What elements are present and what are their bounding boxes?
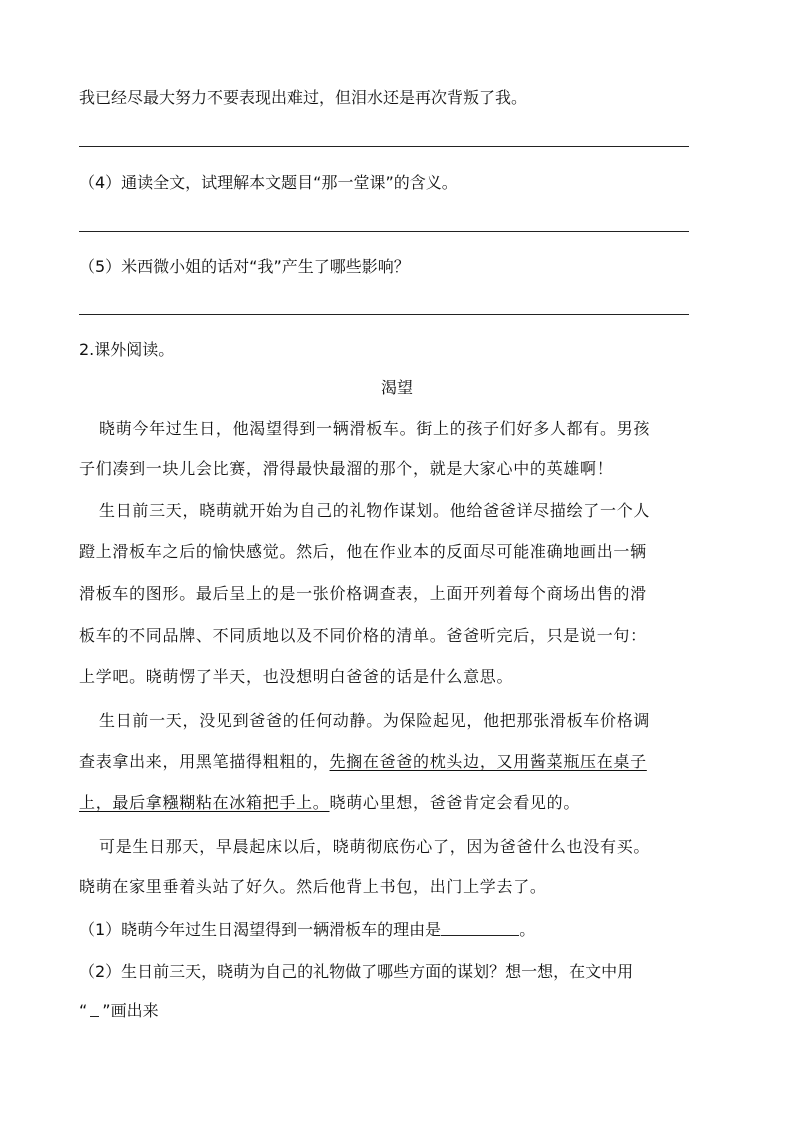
answer-line-q4[interactable] [79, 231, 689, 232]
para3-line3-plain: 晓萌心里想，爸爸肯定会看见的。 [329, 793, 581, 812]
para3-line2 [79, 752, 647, 772]
para3-underlined-part1: 先搁在爸爸的枕头边，又用酱菜瓶压在桌子 [329, 752, 647, 771]
sub-question-2-line1: （2）生日前三天，晓萌为自己的礼物做了哪些方面的谋划？想一想，在文中用 [79, 962, 634, 981]
sub-question-1-end: 。 [519, 920, 536, 939]
para2-line4: 板车的不同品牌、不同质地以及不同价格的清单。爸爸听完后，只是说一句： [79, 626, 647, 645]
para4-line1: 可是生日那天，早晨起床以后，晓萌彻底伤心了，因为爸爸什么也没有买。 [99, 837, 651, 856]
answer-line-q5[interactable] [79, 314, 689, 315]
question-4: （4）通读全文，试理解本文题目“那一堂课”的含义。 [79, 173, 458, 192]
para3-line3 [79, 793, 580, 813]
section-2-heading: 2.课外阅读。 [79, 340, 175, 359]
para2-line5: 上学吧。晓萌愣了半天，也没想明白爸爸的话是什么意思。 [79, 667, 514, 686]
top-sentence: 我已经尽最大努力不要表现出难过，但泪水还是再次背叛了我。 [79, 88, 528, 107]
sub-question-1-blank[interactable] [441, 919, 519, 936]
sub-question-1-text: （1）晓萌今年过生日渴望得到一辆滑板车的理由是 [79, 920, 442, 939]
para1-line2: 子们凑到一块儿会比赛，滑得最快最溜的那个，就是大家心中的英雄啊！ [79, 459, 614, 478]
answer-line-q3[interactable] [79, 146, 689, 147]
quote-open: “ [79, 1001, 88, 1020]
sub-question-2-line2 [79, 1001, 159, 1021]
para4-line2: 晓萌在家里垂着头站了好久。然后他背上书包，出门上学去了。 [79, 877, 547, 896]
sub-question-1 [79, 919, 535, 940]
quote-close-text: ”画出来 [102, 1001, 159, 1020]
para3-line1: 生日前一天，没见到爸爸的任何动静。为保险起见，他把那张滑板车价格调 [99, 711, 651, 730]
underline-mark [90, 1002, 99, 1017]
question-5: （5）米西微小姐的话对“我”产生了哪些影响？ [79, 257, 410, 276]
para3-underlined-part2: 上，最后拿糨糊粘在冰箱把手上。 [79, 793, 330, 812]
para2-line1: 生日前三天，晓萌就开始为自己的礼物作谋划。他给爸爸详尽描绘了一个人 [99, 501, 651, 520]
para1-line1: 晓萌今年过生日，他渴望得到一辆滑板车。街上的孩子们好多人都有。男孩 [99, 419, 651, 438]
story-title: 渴望 [380, 378, 413, 397]
para3-line2-plain: 查表拿出来，用黑笔描得粗粗的， [79, 752, 330, 771]
para2-line2: 蹬上滑板车之后的愉快感觉。然后，他在作业本的反面尽可能准确地画出一辆 [79, 542, 647, 561]
para2-line3: 滑板车的图形。最后呈上的是一张价格调查表，上面开列着每个商场出售的滑 [79, 584, 647, 603]
